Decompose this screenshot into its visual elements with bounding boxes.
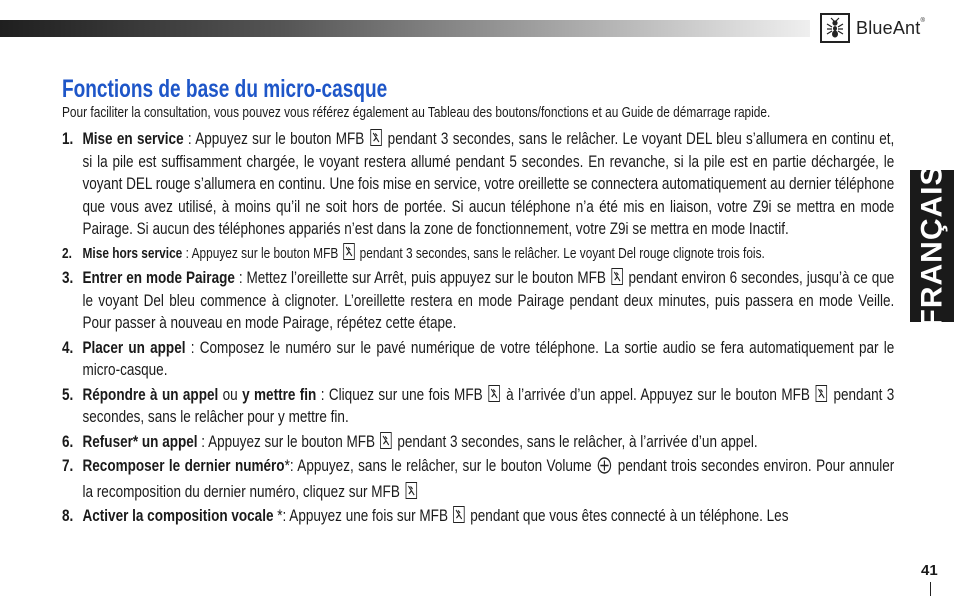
list-item — [62, 267, 894, 335]
page-number: 41 — [921, 562, 938, 579]
item-text: pendant trois secondes environ. Pour annuler la recomposition du dernier numéro, cliquez sur MFB — [82, 457, 895, 501]
brand-logo — [820, 12, 925, 44]
trademark-mark: ® — [920, 17, 926, 24]
item-text: pendant 3 secondes, sans le relâcher, à l’arrivée d’un appel. — [393, 432, 758, 451]
intro-text: Pour faciliter la consultation, vous pouvez vous référez également au Tableau des boutons/fonctions et au Guide de démarrage rapide. — [62, 105, 771, 121]
item-label: Placer un appel — [82, 338, 186, 357]
item-number: 6. — [62, 432, 74, 451]
item-number: 1. — [62, 130, 74, 148]
page-number-rule — [930, 582, 931, 596]
manual-content — [62, 74, 895, 530]
mfb-button-icon — [370, 129, 381, 146]
item-text: pendant que vous êtes connecté à un téléphone. Les — [466, 507, 789, 525]
list-item — [62, 431, 894, 454]
item-text: : Mettez l’oreillette sur Arrêt, puis appuyez sur le bouton MFB — [234, 269, 610, 287]
item-number: 2. — [62, 245, 72, 262]
item-text: à l’arrivée d’un appel. Appuyez sur le bouton MFB — [501, 385, 815, 404]
list-item — [62, 337, 894, 382]
mfb-button-icon — [343, 243, 354, 260]
item-text: : Composez le numéro sur le pavé numérique de votre téléphone. La sortie audio se fera automatiquement par le micro-casque. — [82, 338, 895, 379]
item-text: : Appuyez sur le bouton MFB — [182, 245, 342, 262]
item-text: ou — [218, 385, 243, 404]
page-title: Fonctions de base du micro-casque — [62, 75, 388, 103]
header-gradient-bar — [0, 20, 810, 37]
brand-name: BlueAnt — [856, 17, 921, 38]
item-label: Répondre à un appel — [82, 385, 219, 404]
list-item — [62, 128, 894, 241]
item-number: 8. — [62, 507, 74, 525]
item-label: Recomposer le dernier numéro — [82, 457, 285, 475]
item-label: Entrer en mode Pairage — [82, 269, 235, 287]
mfb-button-icon — [816, 385, 827, 402]
item-number: 5. — [62, 385, 74, 404]
mfb-button-icon — [405, 482, 416, 499]
item-label: Mise hors service — [82, 245, 183, 262]
item-number: 3. — [62, 269, 74, 287]
item-label: Mise en service — [82, 130, 184, 148]
function-list — [62, 128, 894, 528]
item-text: pendant 3 secondes, sans le relâcher. Le voyant Del rouge clignote trois fois. — [356, 245, 765, 262]
mfb-button-icon — [489, 385, 500, 402]
item-text: pendant environ 6 secondes, jusqu’à ce que le voyant Del bleu commence à clignoter. L’oreillette restera en mode Pairage pendant deux minutes, puis passera en mode Veille. Pour passer à nouveau en mode Pairage, répétez cette étape. — [82, 269, 895, 332]
item-text: : Appuyez sur le bouton MFB — [197, 432, 379, 451]
item-label: Refuser* un appel — [82, 432, 198, 451]
item-number: 4. — [62, 338, 74, 357]
language-tab-label: FRANÇAIS — [915, 164, 948, 328]
item-text: *: Appuyez, sans le relâcher, sur le bouton Volume — [284, 457, 597, 475]
mfb-button-icon — [453, 506, 464, 523]
item-text: : Appuyez sur le bouton MFB — [183, 130, 369, 148]
item-text: pendant 3 secondes, sans le relâcher pour y mettre fin. — [82, 385, 895, 426]
language-tab — [910, 164, 954, 328]
list-item — [62, 384, 894, 429]
item-label: Activer la composition vocale — [82, 507, 274, 525]
item-text: *: Appuyez une fois sur MFB — [273, 507, 452, 525]
list-item — [62, 455, 894, 503]
volume-plus-icon — [598, 457, 612, 481]
list-item — [62, 243, 894, 266]
mfb-button-icon — [380, 432, 391, 449]
item-text: : Cliquez sur une fois MFB — [316, 385, 488, 404]
item-label: y mettre fin — [242, 385, 317, 404]
mfb-button-icon — [611, 268, 622, 285]
item-number: 7. — [62, 457, 74, 475]
ant-icon — [820, 13, 850, 43]
item-text: pendant 3 secondes, sans le relâcher. Le voyant DEL bleu s’allumera en continu et, si la pile est suffisamment chargée, le voyant restera allumé pendant 5 secondes. En revanche, si la pile est en partie déchargée, le voyant DEL rouge s’allumera en continu. Une fois mise en service, votre oreillette se connectera automatiquement au dernier téléphone que vous avez utilisé, à moins qu’il ne soit hors de portée. Si aucun téléphone n’a été mis en liaison, votre Z9i se mettra en mode Pairage. Si aucun des téléphones appariés n’est dans la zone de fonctionnement, votre Z9i se mettra en mode Inactif. — [82, 130, 895, 238]
list-item — [62, 505, 894, 528]
